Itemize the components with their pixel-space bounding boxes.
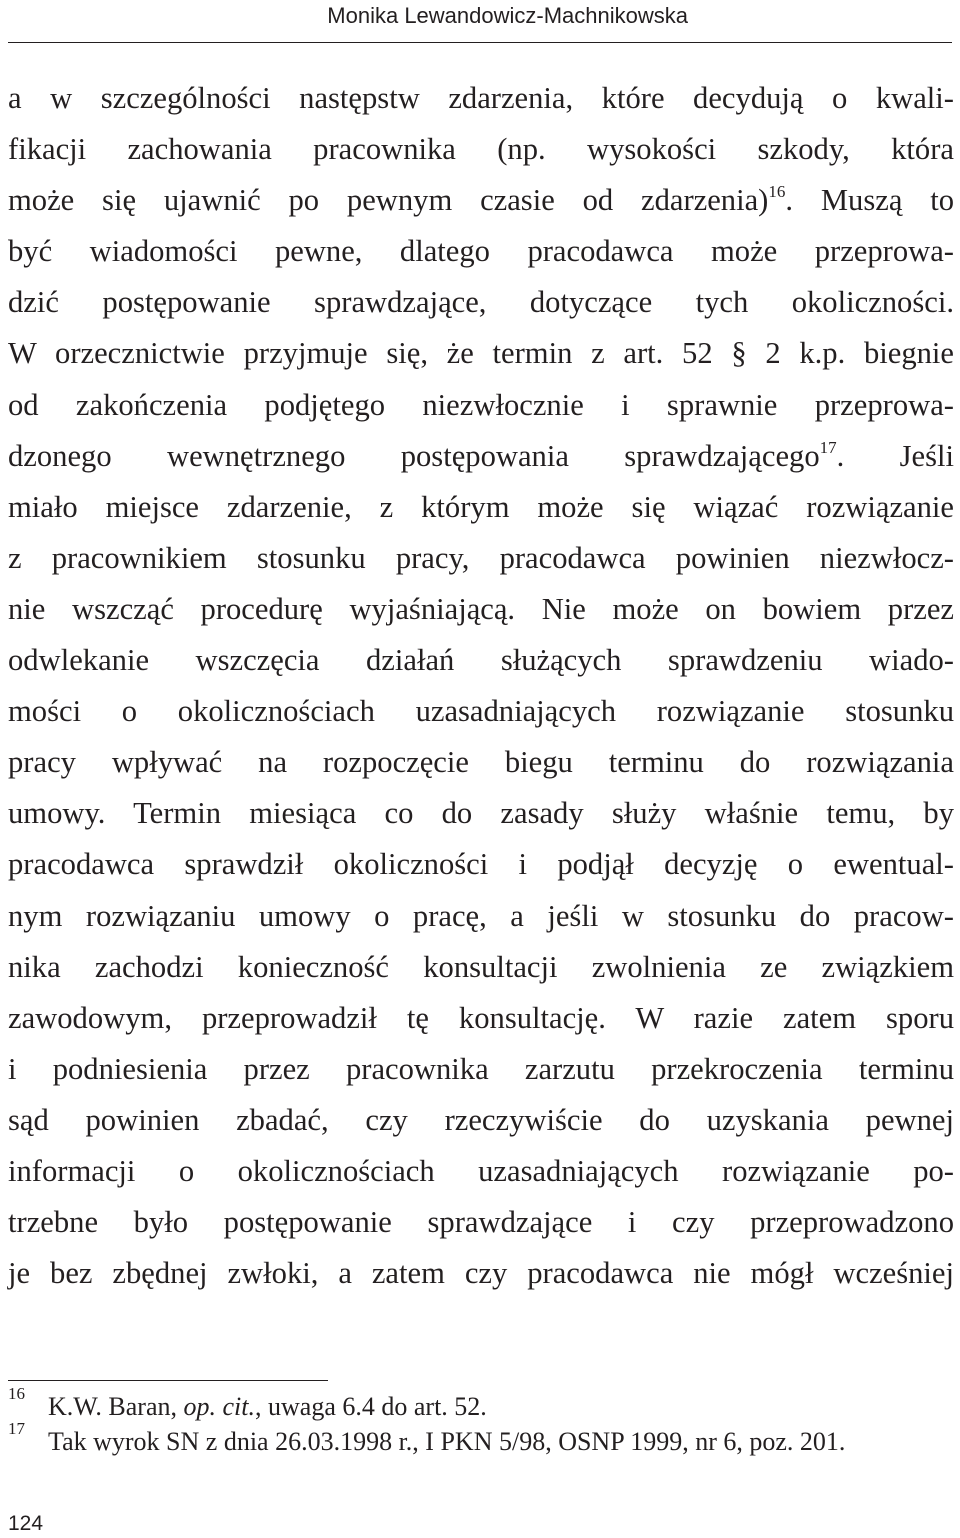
running-header: Monika Lewandowicz-Machnikowska xyxy=(327,3,688,28)
text-line: sąd powinien zbadać, czy rzeczywiście do uzyskania pewnej xyxy=(8,1102,954,1137)
text-line: mości o okolicznościach uzasadniających rozwiązanie stosunku xyxy=(8,694,954,729)
footnote-text: Tak wyrok SN z dnia 26.03.1998 r., I PKN 5/98, OSNP 1999, nr 6, poz. 201. xyxy=(48,1427,846,1456)
text-line: trzebne było postępowanie sprawdzające i czy przeprowadzono xyxy=(8,1205,954,1240)
text-line: je bez zbędnej zwłoki, a zatem czy pracodawca nie mógł wcześniej xyxy=(8,1256,954,1291)
footnote-ref-17[interactable]: 17 xyxy=(819,437,837,457)
text-line: nym rozwiązaniu umowy o pracę, a jeśli w stosunku do pracow- xyxy=(8,898,954,933)
text-line: być wiadomości pewne, dlatego pracodawca może przeprowa- xyxy=(8,234,954,269)
text-line: zawodowym, przeprowadził tę konsultację. W razie zatem sporu xyxy=(8,1000,954,1035)
body-text xyxy=(8,73,954,1299)
text-span: . Muszą to xyxy=(785,183,954,218)
footnote-number: 16 xyxy=(8,1384,25,1403)
footnote-number: 17 xyxy=(8,1419,25,1438)
text-span: dzonego wewnętrznego postępowania sprawdzającego xyxy=(8,438,820,473)
text-line: a w szczególności następstw zdarzenia, które decydują o kwali- xyxy=(8,81,954,115)
footnote-rule xyxy=(8,1380,328,1381)
text-span: . Jeśli xyxy=(836,438,955,473)
text-line: fikacji zachowania pracownika (np. wysokości szkody, która xyxy=(8,132,954,167)
page-number: 124 xyxy=(8,1512,44,1535)
text-line xyxy=(8,175,954,226)
footnote-text xyxy=(48,1392,487,1422)
footnote-ref-16[interactable]: 16 xyxy=(768,182,786,202)
text-line: nika zachodzi konieczność konsultacji zwolnienia ze związkiem xyxy=(8,949,954,984)
text-line: pracodawca sprawdził okoliczności i podjął decyzję o ewentual- xyxy=(8,847,954,882)
text-line: z pracownikiem stosunku pracy, pracodawca powinien niezwłocz- xyxy=(8,540,954,575)
text-line: umowy. Termin miesiąca co do zasady służy właśnie temu, by xyxy=(8,796,954,831)
footnote-text-part: K.W. Baran, xyxy=(48,1392,184,1421)
text-line: od zakończenia podjętego niezwłocznie i sprawnie przeprowa- xyxy=(8,387,954,422)
text-line: nie wszcząć procedurę wyjaśniającą. Nie może on bowiem przez xyxy=(8,591,954,626)
header-rule xyxy=(8,42,952,43)
text-span: może się ujawnić po pewnym czasie od zdarzenia) xyxy=(8,183,769,218)
text-line: pracy wpływać na rozpoczęcie biegu terminu do rozwiązania xyxy=(8,745,954,780)
text-line: informacji o okolicznościach uzasadniających rozwiązanie po- xyxy=(8,1153,954,1188)
text-line: odwlekanie wszczęcia działań służących sprawdzeniu wiado- xyxy=(8,643,954,678)
text-line xyxy=(8,431,954,482)
footnote-italic: op. cit. xyxy=(183,1392,256,1421)
text-line: i podniesienia przez pracownika zarzutu przekroczenia terminu xyxy=(8,1051,954,1086)
text-line: miało miejsce zdarzenie, z którym może się wiązać rozwiązanie xyxy=(8,489,954,524)
text-line: dzić postępowanie sprawdzające, dotyczące tych okoliczności. xyxy=(8,285,954,320)
footnote-text-part: , uwaga 6.4 do art. 52. xyxy=(255,1392,487,1421)
text-line: W orzecznictwie przyjmuje się, że termin z art. 52 § 2 k.p. biegnie xyxy=(8,336,954,371)
